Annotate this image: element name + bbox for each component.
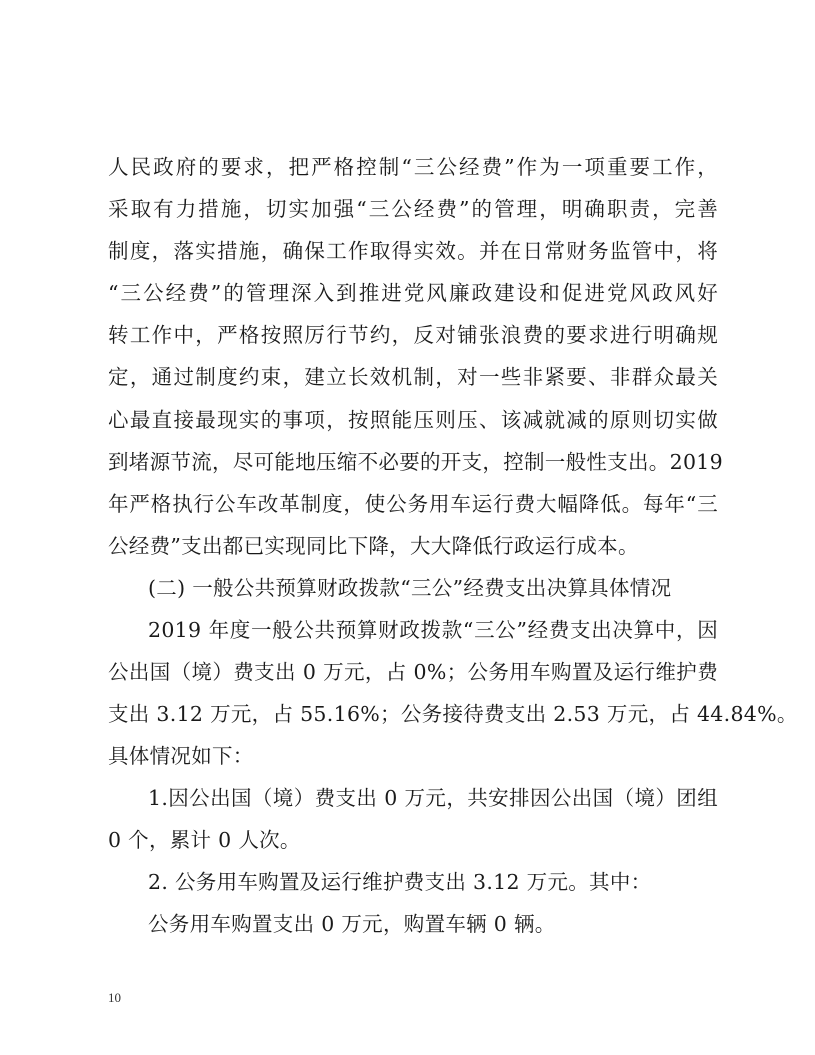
body-text-line: 制度，落实措施，确保工作取得实效。并在日常财务监管中，将 bbox=[108, 239, 718, 263]
body-text-line: 定，通过制度约束，建立长效机制，对一些非紧要、非群众最关 bbox=[108, 365, 718, 389]
section-heading: (二) 一般公共预算财政拨款“三公”经费支出决算具体情况 bbox=[148, 576, 672, 600]
body-text-line: 转工作中，严格按照厉行节约，反对铺张浪费的要求进行明确规 bbox=[108, 323, 718, 347]
body-text-line: 到堵源节流，尽可能地压缩不必要的开支，控制一般性支出。2019 bbox=[108, 450, 723, 474]
body-text-line: 2019 年度一般公共预算财政拨款“三公”经费支出决算中，因 bbox=[148, 618, 718, 642]
list-item-line: 1.因公出国（境）费支出 0 万元，共安排因公出国（境）团组 bbox=[148, 786, 718, 810]
body-text-line: 公出国（境）费支出 0 万元，占 0%；公务用车购置及运行维护费 bbox=[108, 660, 718, 684]
body-text-line: 采取有力措施，切实加强“三公经费”的管理，明确职责，完善 bbox=[108, 197, 718, 221]
body-text-line: 心最直接最现实的事项，按照能压则压、该减就减的原则切实做 bbox=[108, 408, 718, 432]
body-text-line: 具体情况如下： bbox=[108, 744, 254, 768]
body-text-line: 公经费”支出都已实现同比下降，大大降低行政运行成本。 bbox=[108, 534, 639, 558]
page-number: 10 bbox=[108, 990, 121, 1005]
body-text-line: 人民政府的要求，把严格控制“三公经费”作为一项重要工作， bbox=[108, 155, 718, 179]
body-text-line: 年严格执行公车改革制度，使公务用车运行费大幅降低。每年“三 bbox=[108, 492, 718, 516]
body-text-line: 支出 3.12 万元，占 55.16%；公务接待费支出 2.53 万元，占 44.84%。 bbox=[108, 702, 798, 726]
list-item-line: 2. 公务用车购置及运行维护费支出 3.12 万元。其中： bbox=[148, 870, 652, 894]
body-text-line: “三公经费”的管理深入到推进党风廉政建设和促进党风政风好 bbox=[108, 281, 718, 305]
list-item-detail: 公务用车购置支出 0 万元，购置车辆 0 辆。 bbox=[148, 912, 556, 936]
list-item-line: 0 个，累计 0 人次。 bbox=[108, 828, 301, 852]
